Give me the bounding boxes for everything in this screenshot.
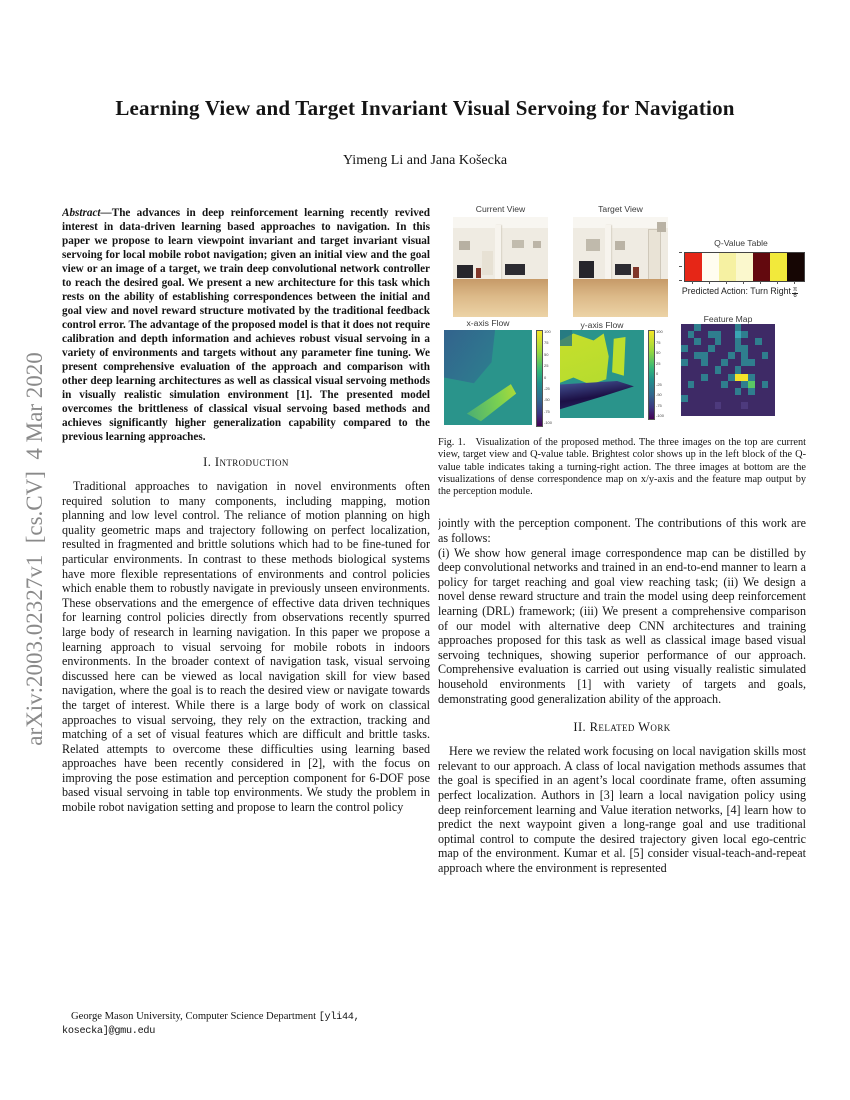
figure-caption-text: Visualization of the proposed method. The three images on the top are current view, target view and Q-value table. Brightest color shows up in the left block of the Q-value table indicates taking a turning-right action. The three images at bottom are the visualizations of dense correspondence map on x/y-axis and the feature map output by the perception module. xyxy=(438,437,806,498)
footnote-email[interactable]: [yli44, kosecka]@gmu.edu xyxy=(62,1012,360,1037)
col2-paragraph-1: jointly with the perception component. The contributions of this work are as follows: xyxy=(438,516,806,546)
x-flow-label: x-axis Flow xyxy=(466,318,510,328)
picture-frame xyxy=(512,240,524,248)
picture-frame xyxy=(533,241,542,248)
red-cabinet xyxy=(633,267,639,278)
figure-1 xyxy=(438,200,806,434)
x-flow-colorbar xyxy=(536,330,543,427)
y-flow-colorbar xyxy=(648,330,655,420)
abstract xyxy=(62,206,430,444)
col2-paragraph-2: (i) We show how general image correspondence map can be distilled by deep convolutional networks and trained in an end-to-end manner to learn a policy for target reaching and goal view reaching task; (ii) We design a novel dense reward structure and train the model using deep reinforcement learning (DRL) framework; (iii) We present a comprehensive comparison of our model with alternative deep CNN architectures and training approaches proposed for this task as well as classical image based visual servoing techniques, showing superior performance of our approach. Comprehensive evaluation is carried out using visually realistic simulated household environments [1] with variety of targets and goals, demonstrating good generalization ability of the approach. xyxy=(438,545,806,706)
sofa xyxy=(615,264,631,275)
figure-caption xyxy=(438,437,806,498)
picture-frame xyxy=(615,241,625,250)
qvalue-cell xyxy=(736,253,753,281)
qvalue-cell xyxy=(702,253,719,281)
x-flow-colorbar-ticks: 100 75 50 25 0 -25 -50 -75 -100 xyxy=(544,329,553,425)
target-view-label: Target View xyxy=(598,204,643,214)
footnote-affiliation: George Mason University, Computer Science Department xyxy=(71,1011,319,1022)
y-flow-label: y-axis Flow xyxy=(580,320,624,330)
feature-map-label: Feature Map xyxy=(703,314,753,324)
qvalue-colorbar xyxy=(684,252,805,282)
qvalue-x-axis xyxy=(684,281,803,284)
shelf xyxy=(586,239,599,251)
paper-title: Learning View and Target Invariant Visual Servoing for Navigation xyxy=(115,96,735,120)
paper-authors: Yimeng Li and Jana Košecka xyxy=(342,153,508,168)
door xyxy=(648,229,661,281)
qvalue-table-label: Q-Value Table xyxy=(714,238,768,248)
y-flow-colorbar-ticks: 100 75 50 25 0 -25 -50 -75 -100 xyxy=(656,329,665,418)
predicted-action xyxy=(660,286,806,299)
related-work-paragraph: Here we review the related work focusing on local navigation skills most relevant to our approach. A class of local navigation methods assumes that the goal is specified in an agent’s local coordinate frame, often assuming perfect localization. Authors in [3] learn a local navigation policy using deep reinforcement learning and Value iteration networks, [4] learn how to predict the next waypoint given a long-range goal and use traditional optimal control to compute the desired trajectory given local ego-centric map of the environment. Kumar et al. [5] consider visual-teach-and-repeat approach where the environment is represented xyxy=(438,744,806,875)
y-flow-image xyxy=(560,330,644,418)
target-view-image xyxy=(573,217,668,317)
section-heading-related-work: II. Related Work xyxy=(573,720,671,735)
sofa xyxy=(579,261,594,278)
feature-map-grid xyxy=(681,324,775,416)
sofa xyxy=(457,265,473,278)
picture-frame xyxy=(459,241,470,250)
qvalue-cell xyxy=(787,253,804,281)
abstract-text: The advances in deep reinforcement learning recently revived interest in data-driven learning based approaches to navigation. In this paper we propose to learn viewpoint invariant and target invariant visual servoing for local mobile robot navigation; given an initial view and the goal view or an image of a target, we train deep convolutional network controller to reach the desired goal. We present a new architecture for this task which rests on the ability of establishing correspondences between the initial and goal view and novel reward structure motivated by the traditional feedback control error. The advantage of the proposed model is that it does not require calibration and depth information and achieves robust visual servoing in a variety of environments and targets without any parameter fine tuning. We present comprehensive evaluation of the approach and comparison with other deep learning architectures as well as classical visual servoing methods in visually realistic simulation environment [1]. The presented model overcomes the brittleness of classical visual servoing based methods and achieves significantly higher generalization capability compared to the previous learning approaches. xyxy=(62,207,430,443)
intro-paragraph: Traditional approaches to navigation in novel environments often required solution to many components, including mapping, motion planning and low level control. The reliance of motion planning on high quality geometric maps and trajectory following on perfect localization, resulted in fragmented and brittle solutions which had to be fine-tuned for particular environments. In contrast to these methods biological systems have more flexible representations of environments and control policies which enable them to robustly navigate in previously unseen environments. These observations and the emergence of effective data driven techniques for learning control policies directly from observations recently spurred large body of research in learning navigation. In this paper we propose a learning approach to visual servoing for mobile robots in indoors environments. In the broader context of navigation task, visual servoing discussed here can be viewed as local navigation skill for view based navigation, where the goal is to reach the desired view or navigate towards the target of interest. While there is a large body of work on classical approaches to visual servoing, they rely on the extraction, tracking and matching of a set of visual features which are difficult and brittle tasks. Related attempts to overcome these difficulties using learning based approaches have been recently considered in [2], with the focus on improving the pose estimation and perception component for 6-DOF pose based visual servoing in table top environments. We study the problem in mobile robot navigation setting and propose to learn the control policy xyxy=(62,479,430,815)
vent xyxy=(657,222,667,232)
qvalue-cell xyxy=(685,253,702,281)
section-heading-introduction: I. Introduction xyxy=(203,455,289,469)
current-view-image xyxy=(453,217,548,317)
x-flow-image xyxy=(444,330,532,425)
wood-floor xyxy=(453,279,548,317)
qvalue-cell xyxy=(753,253,770,281)
sofa xyxy=(505,264,525,275)
right-column xyxy=(438,200,806,1045)
figure-caption-label: Fig. 1. xyxy=(438,437,466,448)
ceiling xyxy=(573,217,668,228)
predicted-action-text: Predicted Action: Turn Right xyxy=(681,286,791,296)
cabinet xyxy=(482,251,493,275)
qvalue-y-axis xyxy=(679,252,682,280)
qvalue-cell xyxy=(770,253,787,281)
wood-floor xyxy=(573,279,668,317)
left-column xyxy=(62,200,430,1012)
abstract-label: Abstract— xyxy=(62,207,112,219)
turn-angle-fraction: $\frac{\pi}{6}$ xyxy=(792,287,798,299)
arxiv-watermark: arXiv:2003.02327v1 [cs.CV] 4 Mar 2020 xyxy=(22,352,47,746)
flow-dark-speck xyxy=(560,330,572,346)
current-view-label: Current View xyxy=(475,204,526,214)
qvalue-cell xyxy=(719,253,736,281)
wall-column xyxy=(605,225,611,279)
wall-column xyxy=(495,225,502,281)
author-footnote xyxy=(62,1010,430,1038)
